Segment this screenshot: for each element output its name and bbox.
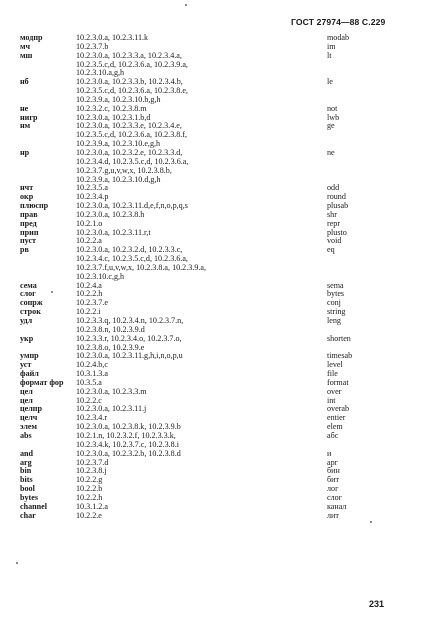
section-refs: 10.2.2.a bbox=[76, 236, 102, 246]
index-row bbox=[0, 459, 422, 468]
section-refs: 10.2.1.n, 10.2.3.2.f, 10.2.3.3.k, bbox=[76, 430, 176, 440]
equivalent-term: и bbox=[327, 448, 332, 458]
section-refs: 10.2.3.0.a, 10.2.3.8.h bbox=[76, 209, 145, 219]
index-row bbox=[0, 441, 422, 450]
section-refs: 10.2.3.8.o, 10.2.3.9.e bbox=[76, 342, 145, 352]
section-refs: 10.2.3.5.c,d, 10.2.3.6.a, 10.2.3.9.a, bbox=[76, 59, 188, 69]
section-refs: 10.2.3.0.a, 10.2.3.2.e, 10.2.3.3.d, bbox=[76, 147, 183, 157]
index-term: файл bbox=[20, 369, 39, 379]
equivalent-term: арг bbox=[327, 457, 338, 467]
index-row bbox=[0, 220, 422, 229]
section-refs: 10.2.2.c bbox=[76, 395, 102, 405]
index-row bbox=[0, 485, 422, 494]
index-row bbox=[0, 105, 422, 114]
section-refs: 10.2.3.4.k, 10.2.3.7.c, 10.2.3.8.i bbox=[76, 439, 179, 449]
index-row bbox=[0, 299, 422, 308]
index-row bbox=[0, 246, 422, 255]
section-refs: 10.2.3.7.b bbox=[76, 41, 109, 51]
section-refs: 10.2.3.8.j bbox=[76, 466, 107, 476]
equivalent-term: bytes bbox=[327, 289, 345, 299]
section-refs: 10.2.3.0.a, 10.2.3.11.g,h,i,n,o,p,u bbox=[76, 351, 183, 361]
section-refs: 10.2.3.0.a, 10.2.3.2.d, 10.2.3.3.c, bbox=[76, 245, 183, 255]
index-term: не bbox=[20, 103, 29, 113]
equivalent-term: shorten bbox=[327, 333, 351, 343]
section-refs: 10.2.1.o bbox=[76, 218, 103, 228]
equivalent-term: ge bbox=[327, 121, 335, 131]
index-term: нм bbox=[20, 121, 31, 131]
index-row bbox=[0, 290, 422, 299]
equivalent-term: odd bbox=[327, 183, 340, 193]
index-term: окр bbox=[20, 192, 34, 202]
section-refs: 10.2.4.a bbox=[76, 280, 102, 290]
index-row bbox=[0, 503, 422, 512]
index-term: bool bbox=[20, 484, 35, 494]
index-row bbox=[0, 61, 422, 70]
index-row bbox=[0, 352, 422, 361]
index-term: модпр bbox=[20, 33, 43, 42]
section-refs: 10.2.3.9.a, 10.2.3.10.d,g,h bbox=[76, 174, 161, 184]
index-term: укр bbox=[20, 333, 34, 343]
section-refs: 10.2.3.5.c,d, 10.2.3.6.a, 10.2.3.8.e, bbox=[76, 86, 188, 96]
index-term: нчт bbox=[20, 183, 34, 193]
index-row bbox=[0, 388, 422, 397]
section-refs: 10.2.3.0.a, 10.2.3.11.d,e,f,n,o,p,q,s bbox=[76, 201, 188, 211]
index-row bbox=[0, 193, 422, 202]
scan-speck bbox=[16, 562, 18, 564]
equivalent-term: лит bbox=[327, 510, 339, 520]
section-refs: 10.2.3.4.d, 10.2.3.5.c,d, 10.2.3.6.a, bbox=[76, 156, 189, 166]
index-row bbox=[0, 326, 422, 335]
index-term: прип bbox=[20, 227, 39, 237]
index-term: мч bbox=[20, 41, 31, 51]
scan-speck bbox=[370, 521, 372, 523]
page-number: 231 bbox=[369, 599, 385, 609]
section-refs: 10.2.3.8.n, 10.2.3.9.d bbox=[76, 324, 145, 334]
equivalent-term: lwb bbox=[327, 112, 340, 122]
index-term: bin bbox=[20, 466, 32, 476]
section-refs: 10.2.3.0.a, 10.2.3.3.b, 10.2.3.4.b, bbox=[76, 77, 183, 87]
section-refs: 10.2.2.h bbox=[76, 492, 103, 502]
equivalent-term: plusab bbox=[327, 201, 349, 211]
equivalent-term: not bbox=[327, 103, 338, 113]
section-refs: 10.2.3.0.a, 10.2.3.3.e, 10.2.3.4.e, bbox=[76, 121, 182, 131]
section-refs: 10.2.3.10.c,g,h bbox=[76, 271, 125, 281]
index-row bbox=[0, 414, 422, 423]
index-row bbox=[0, 370, 422, 379]
index-row bbox=[0, 176, 422, 185]
index-row bbox=[0, 255, 422, 264]
index-row bbox=[0, 344, 422, 353]
index-row bbox=[0, 167, 422, 176]
section-refs: 10.2.3.3.q, 10.2.3.4.n, 10.2.3.7.n, bbox=[76, 316, 184, 325]
section-refs: 10.2.3.2.c, 10.2.3.8.m bbox=[76, 103, 147, 113]
index-term: формат фор bbox=[20, 377, 64, 387]
section-refs: 10.2.4.b,c bbox=[76, 360, 108, 370]
index-row bbox=[0, 140, 422, 149]
index-row bbox=[0, 78, 422, 87]
section-refs: 10.2.3.7.d bbox=[76, 457, 109, 467]
section-refs: 10.2.2.h bbox=[76, 289, 103, 299]
section-refs: 10.2.2.e bbox=[76, 510, 102, 520]
equivalent-term: абс bbox=[327, 430, 339, 440]
index-term: bits bbox=[20, 475, 33, 485]
equivalent-term: le bbox=[327, 77, 333, 87]
index-row bbox=[0, 273, 422, 282]
section-refs: 10.2.3.5.a bbox=[76, 183, 108, 193]
index-term: arg bbox=[20, 457, 32, 467]
index-row bbox=[0, 149, 422, 158]
equivalent-term: shr bbox=[327, 209, 337, 219]
equivalent-term: im bbox=[327, 41, 336, 51]
section-refs: 10.2.3.0.a, 10.2.3.2.b, 10.2.3.8.d bbox=[76, 448, 181, 458]
section-refs: 10.2.3.0.a, 10.2.3.11.r,t bbox=[76, 227, 151, 237]
index-term: мш bbox=[20, 50, 33, 60]
section-refs: 10.2.3.0.a, 10.2.3.11.j bbox=[76, 404, 147, 414]
index-row bbox=[0, 405, 422, 414]
equivalent-term: eq bbox=[327, 245, 335, 255]
index-term: рв bbox=[20, 245, 29, 255]
equivalent-term: repr bbox=[327, 218, 341, 228]
equivalent-term: file bbox=[327, 369, 338, 379]
scan-speck bbox=[185, 4, 187, 6]
index-term: сема bbox=[20, 280, 37, 290]
section-refs: 10.2.3.7.g,u,v,w,x, 10.2.3.8.b, bbox=[76, 165, 172, 175]
index-table bbox=[0, 34, 422, 520]
scan-speck bbox=[51, 291, 53, 293]
equivalent-term: timesab bbox=[327, 351, 353, 361]
index-row bbox=[0, 397, 422, 406]
index-row bbox=[0, 34, 422, 43]
equivalent-term: void bbox=[327, 236, 342, 246]
index-row bbox=[0, 122, 422, 131]
index-row bbox=[0, 202, 422, 211]
equivalent-term: modab bbox=[327, 33, 350, 42]
index-row bbox=[0, 131, 422, 140]
index-row bbox=[0, 211, 422, 220]
section-refs: 10.2.3.0.a, 10.2.3.1.b,d bbox=[76, 112, 151, 122]
equivalent-term: бин bbox=[327, 466, 340, 476]
index-term: пред bbox=[20, 218, 37, 228]
section-refs: 10.2.3.0.a, 10.2.3.11.k bbox=[76, 33, 149, 42]
page-header: ГОСТ 27974—88 С.229 bbox=[291, 17, 386, 27]
index-row bbox=[0, 43, 422, 52]
section-refs: 10.2.3.4.p bbox=[76, 192, 109, 202]
index-row bbox=[0, 317, 422, 326]
section-refs: 10.2.3.3.r, 10.2.3.4.o, 10.2.3.7.o, bbox=[76, 333, 182, 343]
index-term: прав bbox=[20, 209, 38, 219]
section-refs: 10.2.3.7.e bbox=[76, 298, 108, 308]
section-refs: 10.2.3.0.a, 10.2.3.8.k, 10.2.3.9.b bbox=[76, 422, 181, 432]
equivalent-term: elem bbox=[327, 422, 343, 432]
index-term: bytes bbox=[20, 492, 38, 502]
index-row bbox=[0, 184, 422, 193]
index-term: цел bbox=[20, 386, 33, 396]
equivalent-term: канал bbox=[327, 501, 347, 511]
equivalent-term: round bbox=[327, 192, 346, 202]
index-row bbox=[0, 361, 422, 370]
index-term: уст bbox=[20, 360, 32, 370]
index-term: цел bbox=[20, 395, 33, 405]
section-refs: 10.2.3.4.c, 10.2.3.5.c,d, 10.2.3.6.a, bbox=[76, 254, 188, 264]
index-term: целпр bbox=[20, 404, 42, 414]
equivalent-term: entier bbox=[327, 413, 346, 423]
section-refs: 10.2.3.4.r bbox=[76, 413, 108, 423]
index-row bbox=[0, 476, 422, 485]
section-refs: 10.2.3.9.a, 10.2.3.10.e,g,h bbox=[76, 139, 161, 149]
index-row bbox=[0, 494, 422, 503]
index-row bbox=[0, 335, 422, 344]
section-refs: 10.3.1.3.a bbox=[76, 369, 108, 379]
index-row bbox=[0, 114, 422, 123]
index-term: умпр bbox=[20, 351, 39, 361]
index-row bbox=[0, 52, 422, 61]
index-term: строк bbox=[20, 307, 41, 317]
index-row bbox=[0, 264, 422, 273]
equivalent-term: conj bbox=[327, 298, 341, 308]
equivalent-term: over bbox=[327, 386, 342, 396]
index-term: сопрж bbox=[20, 298, 43, 308]
section-refs: 10.2.2.i bbox=[76, 307, 101, 317]
index-row bbox=[0, 423, 422, 432]
index-row bbox=[0, 96, 422, 105]
section-refs: 10.2.3.9.a, 10.2.3.10.b,g,h bbox=[76, 94, 161, 104]
index-row bbox=[0, 69, 422, 78]
index-row bbox=[0, 282, 422, 291]
index-term: abs bbox=[20, 430, 32, 440]
index-term: плюспр bbox=[20, 201, 49, 211]
section-refs: 10.2.2.g bbox=[76, 475, 103, 485]
equivalent-term: leng bbox=[327, 316, 341, 325]
index-term: элем bbox=[20, 422, 37, 432]
index-row bbox=[0, 158, 422, 167]
index-term: пуст bbox=[20, 236, 37, 246]
section-refs: 10.2.3.0.a, 10.2.3.3.m bbox=[76, 386, 147, 396]
index-row bbox=[0, 450, 422, 459]
equivalent-term: лог bbox=[327, 484, 339, 494]
equivalent-term: overab bbox=[327, 404, 350, 414]
equivalent-term: слог bbox=[327, 492, 342, 502]
index-term: целч bbox=[20, 413, 38, 423]
index-row bbox=[0, 379, 422, 388]
equivalent-term: string bbox=[327, 307, 346, 317]
section-refs: 10.2.3.5.c,d, 10.2.3.6.a, 10.2.3.8.f, bbox=[76, 130, 188, 140]
equivalent-term: ne bbox=[327, 147, 335, 157]
index-row bbox=[0, 467, 422, 476]
index-term: char bbox=[20, 510, 36, 520]
index-term: and bbox=[20, 448, 34, 458]
section-refs: 10.3.1.2.a bbox=[76, 501, 108, 511]
section-refs: 10.3.5.a bbox=[76, 377, 102, 387]
index-row bbox=[0, 237, 422, 246]
index-term: нр bbox=[20, 147, 30, 157]
equivalent-term: бит bbox=[327, 475, 339, 485]
index-term: удл bbox=[20, 316, 33, 325]
index-row bbox=[0, 229, 422, 238]
section-refs: 10.2.2.b bbox=[76, 484, 103, 494]
index-row bbox=[0, 512, 422, 521]
index-row bbox=[0, 432, 422, 441]
index-term: channel bbox=[20, 501, 47, 511]
equivalent-term: level bbox=[327, 360, 343, 370]
equivalent-term: sema bbox=[327, 280, 344, 290]
index-term: нигр bbox=[20, 112, 38, 122]
index-row bbox=[0, 87, 422, 96]
section-refs: 10.2.3.10.a,g,h bbox=[76, 68, 125, 78]
equivalent-term: lt bbox=[327, 50, 332, 60]
section-refs: 10.2.3.0.a, 10.2.3.3.a, 10.2.3.4.a, bbox=[76, 50, 182, 60]
index-term: слог bbox=[20, 289, 36, 299]
index-row bbox=[0, 308, 422, 317]
index-term: нб bbox=[20, 77, 29, 87]
section-refs: 10.2.3.7.f,u,v,w,x, 10.2.3.8.a, 10.2.3.9.a, bbox=[76, 262, 207, 272]
equivalent-term: format bbox=[327, 377, 349, 387]
equivalent-term: plusto bbox=[327, 227, 347, 237]
equivalent-term: int bbox=[327, 395, 336, 405]
